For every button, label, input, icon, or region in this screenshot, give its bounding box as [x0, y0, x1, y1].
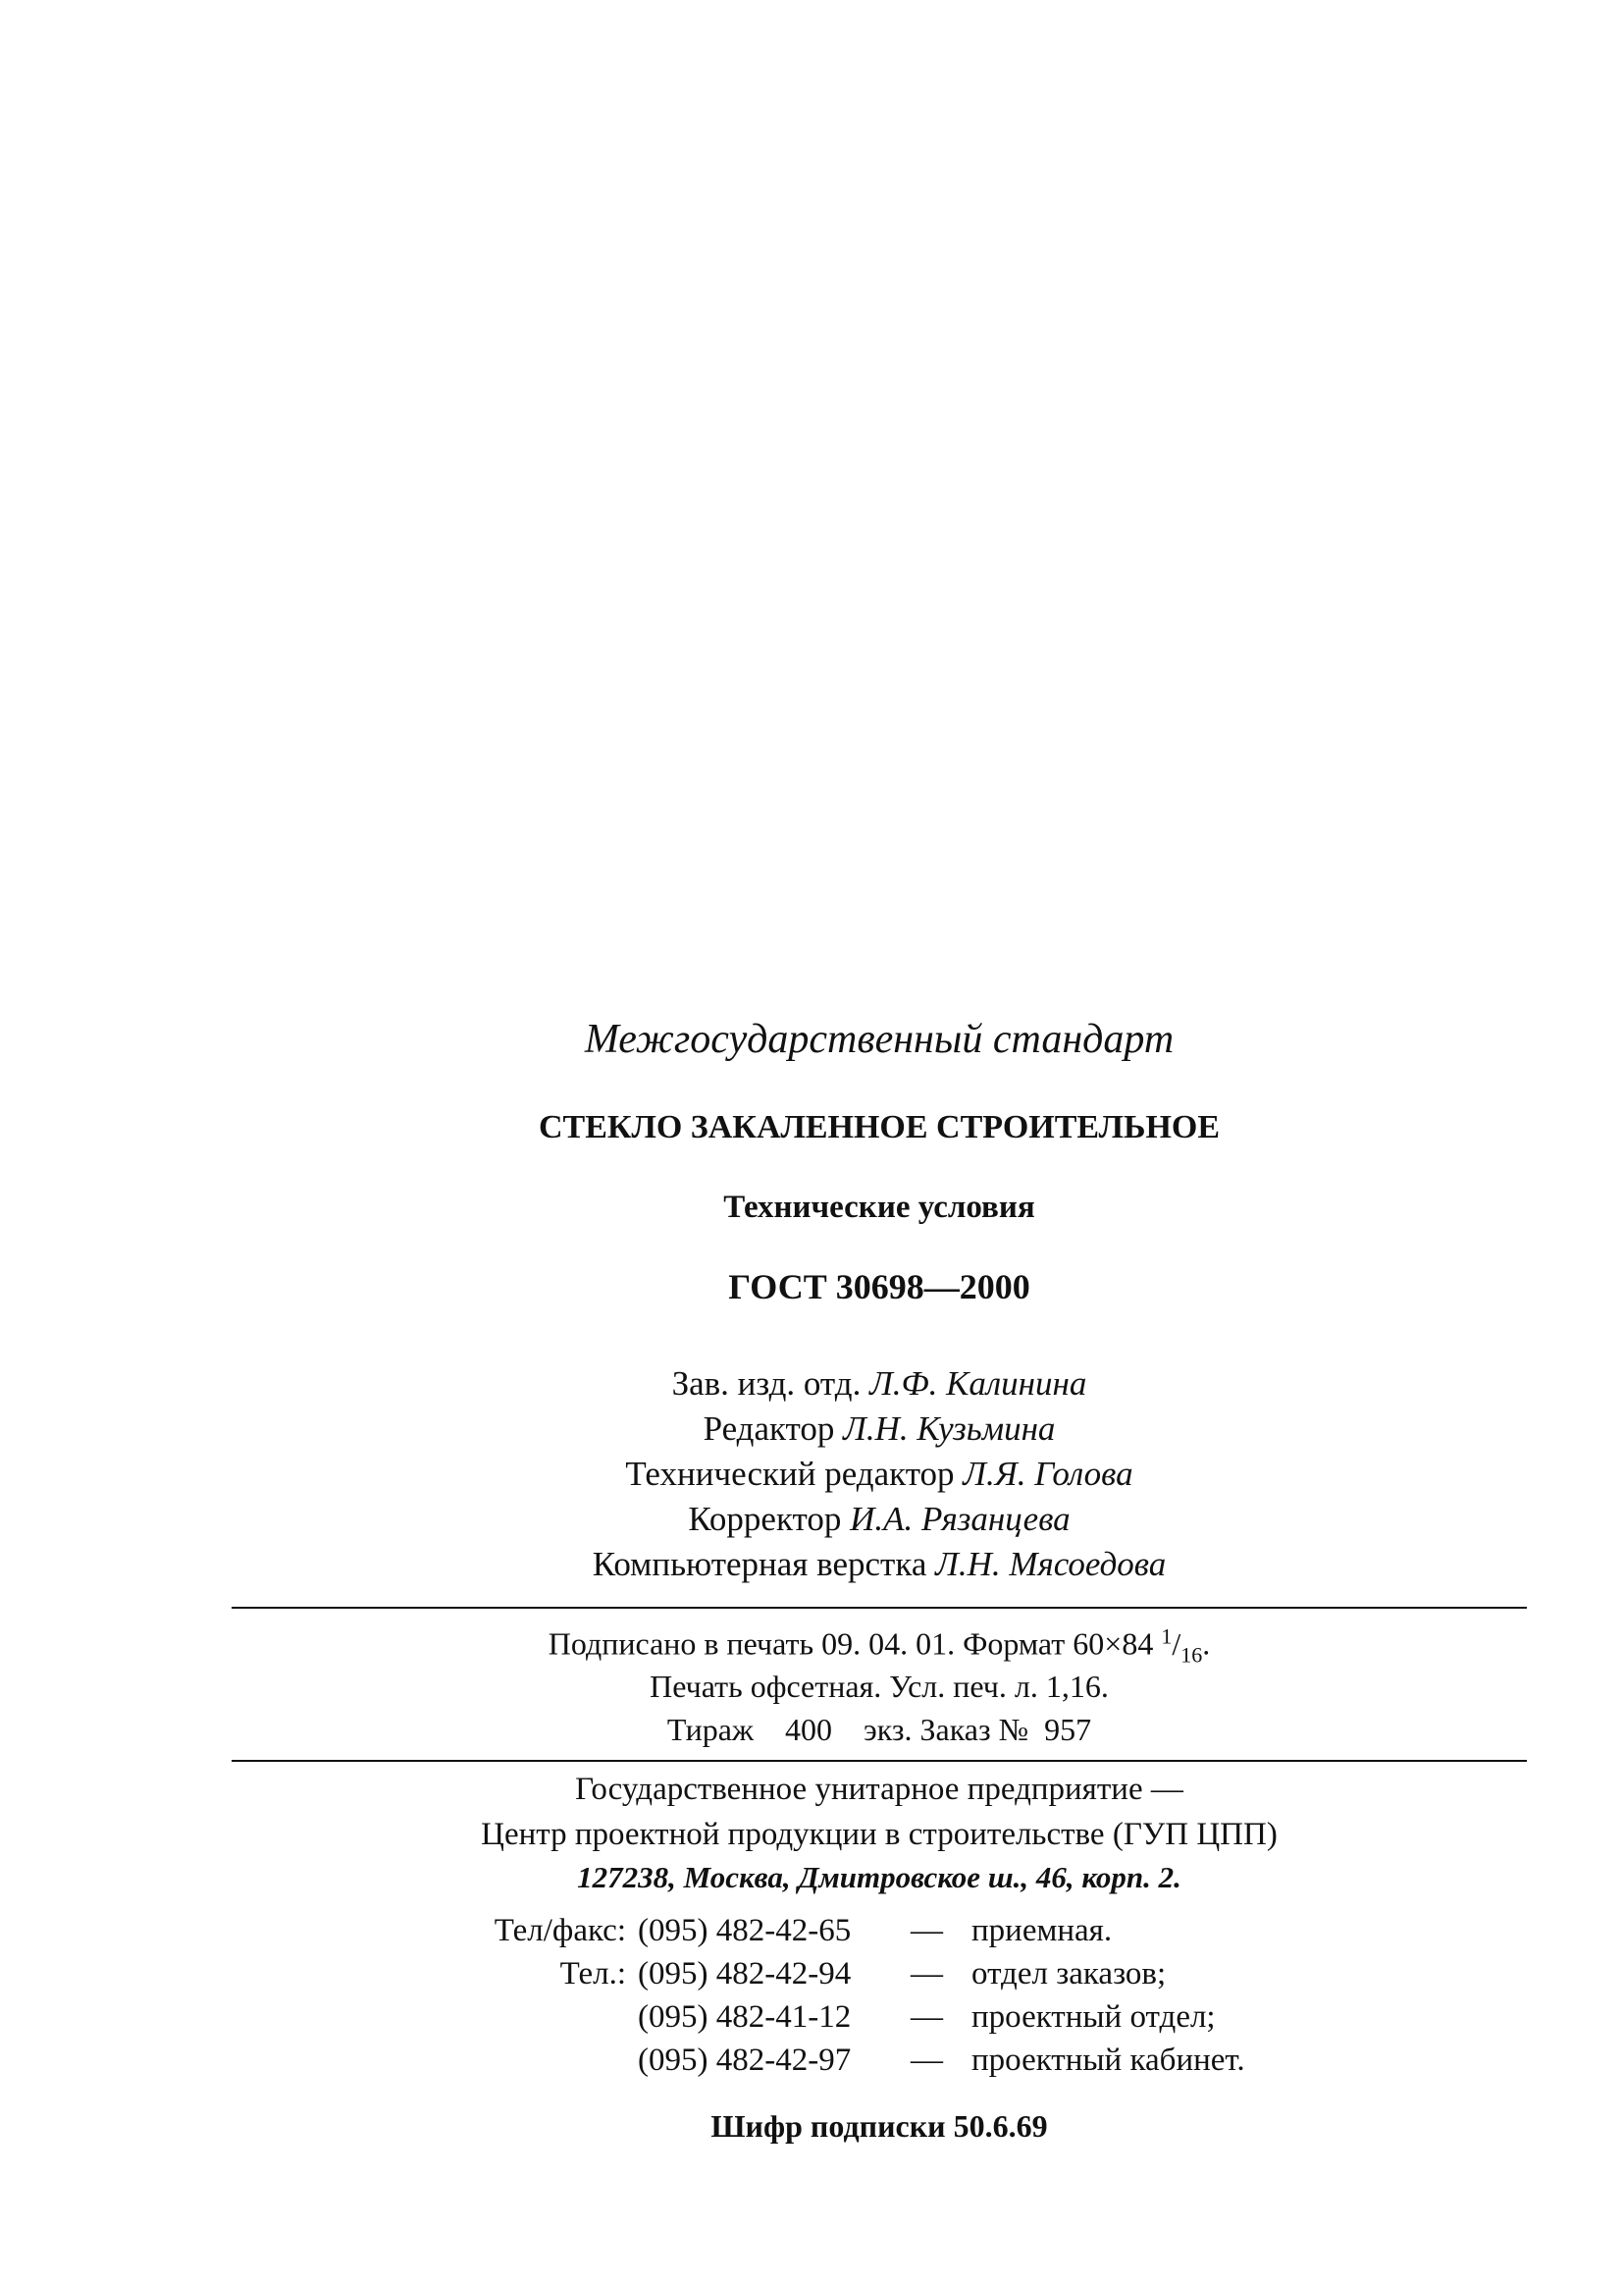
subscription-code: Шифр подписки 50.6.69: [710, 2108, 1048, 2144]
document-number: ГОСТ 30698—2000: [728, 1267, 1030, 1306]
contact-label: Тел/факс:: [494, 1913, 626, 1948]
contact-row: [0, 1913, 1624, 1952]
credit-role: Зав. изд. отд.: [671, 1364, 862, 1403]
contact-dash: —: [911, 1999, 943, 2035]
credit-name: Л.Н. Кузьмина: [843, 1409, 1056, 1448]
contact-phone: (095) 482-41-12: [638, 1999, 852, 2035]
credit-line: [232, 1500, 1527, 1539]
contact-row: [0, 1956, 1624, 1995]
credit-name: И.А. Рязанцева: [850, 1500, 1071, 1538]
document-subtitle: Технические условия: [723, 1190, 1035, 1225]
contact-phone: (095) 482-42-97: [638, 2043, 852, 2078]
publisher-address: 127238, Москва, Дмитровское ш., 46, корп. 2.: [577, 1860, 1181, 1894]
credit-name: Л.Ф. Калинина: [869, 1364, 1087, 1403]
credit-name: Л.Я. Голова: [963, 1455, 1133, 1493]
contact-description: приемная.: [971, 1913, 1113, 1948]
print-signed-line: [232, 1623, 1527, 1668]
contact-description: проектный кабинет.: [971, 2043, 1245, 2078]
credit-role: Корректор: [688, 1500, 842, 1538]
contact-dash: —: [911, 1956, 943, 1991]
credit-line: [232, 1455, 1527, 1494]
publisher-line-1: Государственное унитарное предприятие —: [575, 1772, 1183, 1807]
format-fraction: $^1/_{16}$: [1161, 1623, 1203, 1668]
contact-row: [0, 2043, 1624, 2082]
credit-role: Компьютерная верстка: [592, 1545, 927, 1583]
contact-phone: (095) 482-42-94: [638, 1956, 852, 1991]
credit-line: [232, 1409, 1527, 1449]
credit-role: Редактор: [703, 1409, 835, 1448]
order-label: экз. Заказ №: [864, 1712, 1029, 1747]
contact-dash: —: [911, 2043, 943, 2078]
contact-dash: —: [911, 1913, 943, 1948]
format-end: .: [1202, 1625, 1211, 1662]
print-method-line: Печать офсетная. Усл. печ. л. 1,16.: [650, 1669, 1109, 1704]
contact-label: Тел.:: [559, 1956, 626, 1991]
credit-line: [232, 1545, 1527, 1584]
print-run-label: Тираж: [666, 1712, 754, 1747]
contact-row: [0, 1999, 1624, 2039]
print-run-line: [232, 1712, 1527, 1748]
divider: [232, 1760, 1527, 1762]
credit-role: Технический редактор: [625, 1455, 955, 1493]
contact-phone: (095) 482-42-65: [638, 1913, 852, 1948]
publisher-line-2: Центр проектной продукции в строительстве (ГУП ЦПП): [481, 1817, 1278, 1852]
print-signed-text: Подписано в печать 09. 04. 01. Формат 60×84: [548, 1625, 1154, 1662]
document-title: СТЕКЛО ЗАКАЛЕННОЕ СТРОИТЕЛЬНОЕ: [538, 1109, 1221, 1145]
credit-name: Л.Н. Мясоедова: [935, 1545, 1167, 1583]
contact-description: проектный отдел;: [971, 1999, 1216, 2035]
credit-line: [232, 1364, 1527, 1404]
order-value: 957: [1044, 1712, 1092, 1747]
format-denominator: 16: [1180, 1642, 1203, 1668]
divider: [232, 1607, 1527, 1609]
standard-type: Межгосударственный стандарт: [584, 1017, 1175, 1062]
format-numerator: 1: [1161, 1623, 1173, 1648]
print-run-value: 400: [785, 1712, 832, 1747]
contact-description: отдел заказов;: [971, 1956, 1167, 1991]
